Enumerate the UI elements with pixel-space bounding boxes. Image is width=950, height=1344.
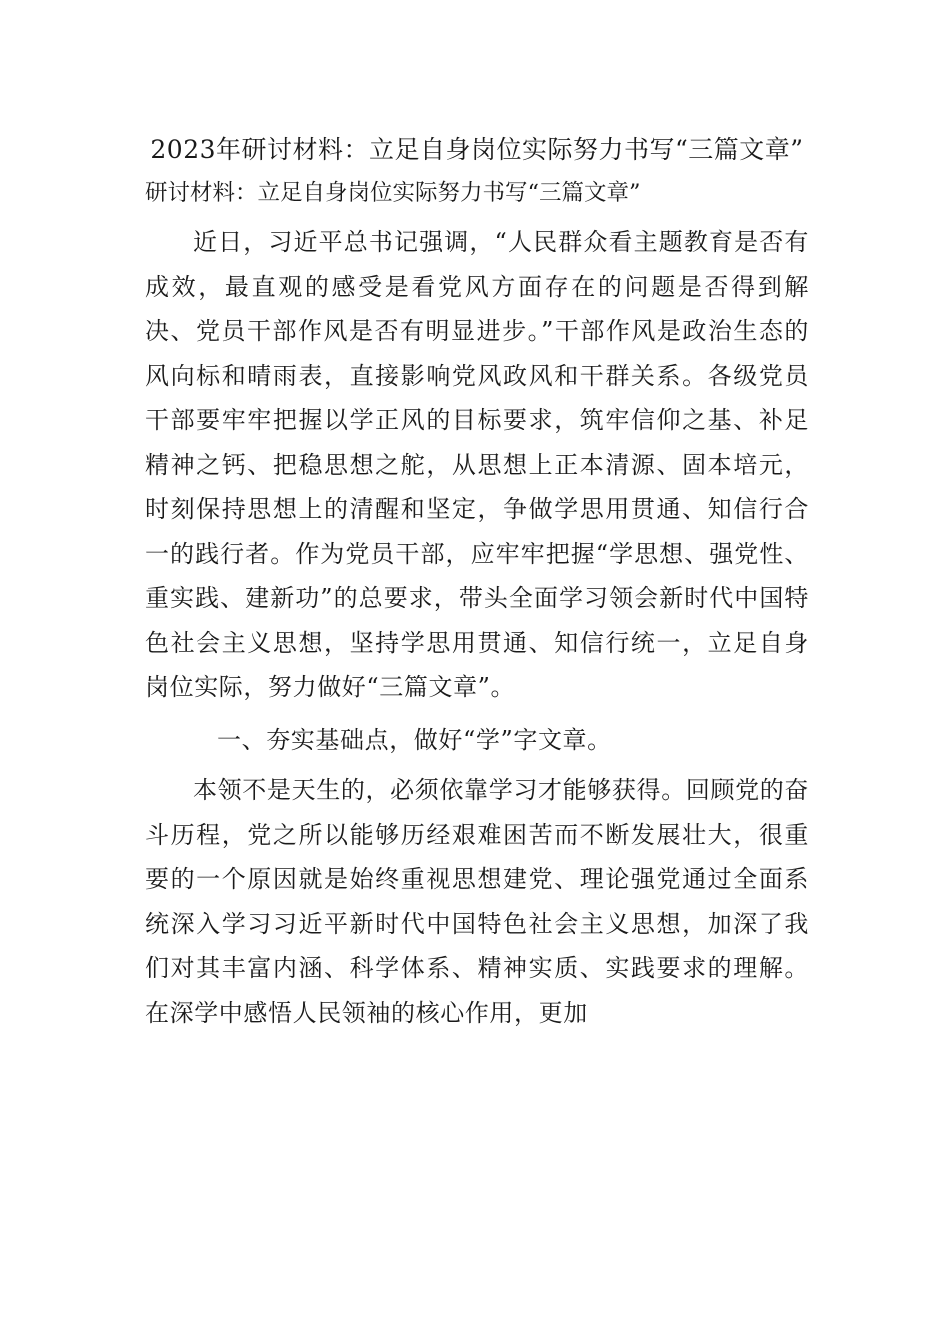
document-title: 2023年研讨材料：立足自身岗位实际努力书写“三篇文章” (150, 135, 804, 164)
document-body (145, 128, 809, 1035)
section-heading-1: 一、夯实基础点，做好“学”字文章。 (217, 725, 612, 754)
paragraph-section-1: 本领不是天生的，必须依靠学习才能够获得。回顾党的奋斗历程，党之所以能够历经艰难困苦而不断发展壮大，很重要的一个原因就是始终重视思想建党、理论强党通过全面系统深入学习习近平新时代中国特色社会主义思想，加深了我们对其丰富内涵、科学体系、精神实质、实践要求的理解。在深学中感悟人民领袖的核心作用，更加 (145, 776, 809, 1027)
document-subtitle: 研讨材料：立足自身岗位实际努力书写“三篇文章” (145, 180, 641, 206)
paragraph-intro: 近日，习近平总书记强调，“人民群众看主题教育是否有成效，最直观的感受是看党风方面存在的问题是否得到解决、党员干部作风是否有明显进步。”干部作风是政治生态的风向标和晴雨表，直接影响党风政风和干群关系。各级党员干部要牢牢把握以学正风的目标要求，筑牢信仰之基、补足精神之钙、把稳思想之舵，从思想上正本清源、固本培元，时刻保持思想上的清醒和坚定，争做学思用贯通、知信行合一的践行者。作为党员干部，应牢牢把握“学思想、强党性、重实践、建新功”的总要求，带头全面学习领会新时代中国特色社会主义思想，坚持学思用贯通、知信行统一，立足自身岗位实际，努力做好“三篇文章”。 (145, 228, 809, 701)
